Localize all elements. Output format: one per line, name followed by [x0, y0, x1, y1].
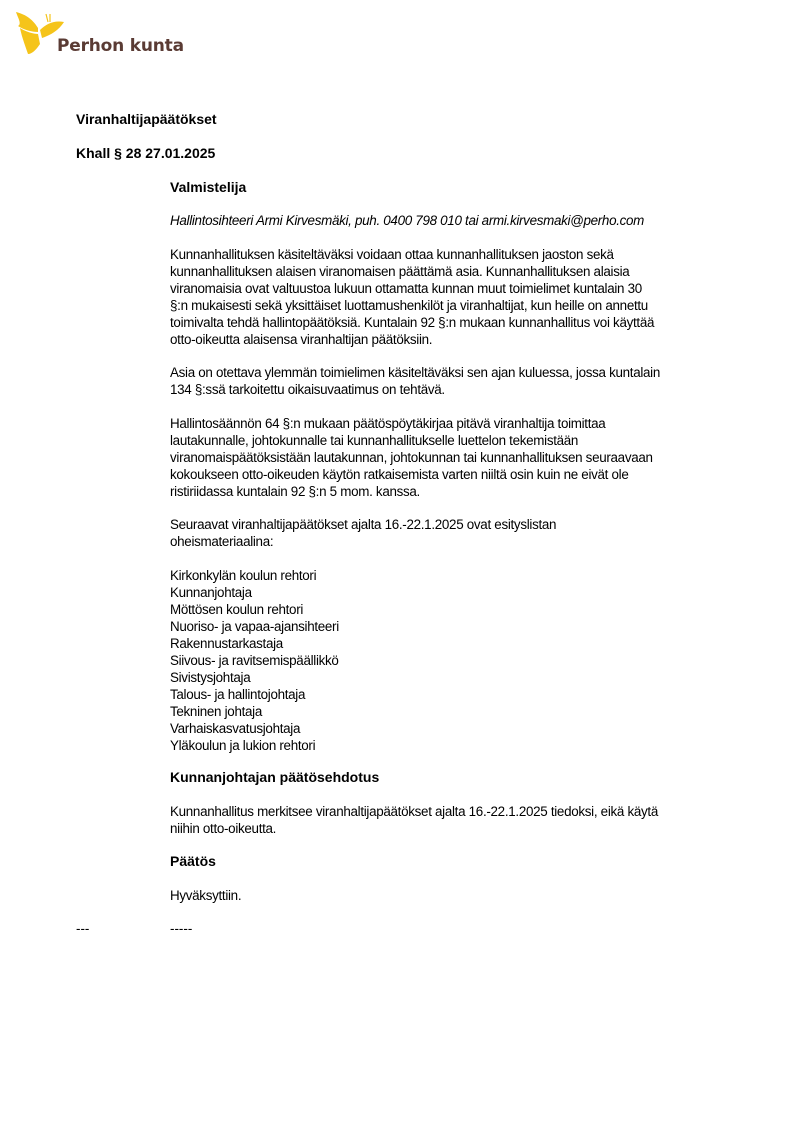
paragraph-line: §:n mukaisesti sekä yksittäiset luottamushenkilöt ja viranhaltijat, kun heille on annettu — [170, 298, 648, 313]
proposal-heading: Kunnanjohtajan päätösehdotus — [170, 769, 380, 785]
paragraph-4 — [170, 516, 740, 550]
logo-text: Perhon kunta — [57, 36, 184, 56]
paragraph-line: viranomaispäätöksistään lautakunnan, johtokunnan tai kunnanhallituksen seuraavaan — [170, 450, 653, 465]
footer-separator-right: ----- — [170, 921, 193, 936]
paragraph-line: otto-oikeutta alaisensa viranhaltijan päätöksiin. — [170, 332, 433, 347]
list-item: Kirkonkylän koulun rehtori — [170, 568, 317, 583]
list-item: Siivous- ja ravitsemispäällikkö — [170, 653, 339, 668]
paragraph-line: Kunnanhallituksen käsiteltäväksi voidaan ottaa kunnanhallituksen jaoston sekä — [170, 247, 614, 262]
municipality-logo — [14, 8, 184, 58]
paragraph-line: ristiriidassa kuntalain 92 §:n 5 mom. kanssa. — [170, 484, 420, 499]
paragraph-line: Asia on otettava ylemmän toimielimen käsiteltäväksi sen ajan kuluessa, jossa kuntalain — [170, 365, 661, 380]
section-reference: Khall § 28 27.01.2025 — [76, 145, 216, 161]
paragraph-line: toimivalta tehdä hallintopäätöksiä. Kuntalain 92 §:n mukaan kunnanhallitus voi käyttää — [170, 315, 655, 330]
paragraph-2 — [170, 364, 740, 398]
list-item: Tekninen johtaja — [170, 704, 262, 719]
paragraph-line: kokoukseen otto-oikeuden käytön ratkaisemista varten niiltä osin kuin ne eivät ole — [170, 467, 629, 482]
list-item: Möttösen koulun rehtori — [170, 602, 304, 617]
document-title: Viranhaltijapäätökset — [76, 111, 217, 127]
paragraph-line: viranomaisia ovat valtuustoa lukuun ottamatta kunnan muut toimielimet kuntalain 30 — [170, 281, 642, 296]
list-item: Kunnanjohtaja — [170, 585, 252, 600]
paragraph-line: lautakunnalle, johtokunnalle tai kunnanhallitukselle luettelon tekemistään — [170, 433, 579, 448]
footer-separator-left: --- — [76, 921, 90, 936]
list-item: Nuoriso- ja vapaa-ajansihteeri — [170, 619, 339, 634]
paragraph-line: oheismateriaalina: — [170, 534, 274, 549]
paragraph-line: Seuraavat viranhaltijapäätökset ajalta 16.-22.1.2025 ovat esityslistan — [170, 517, 557, 532]
paragraph-line: 134 §:ssä tarkoitettu oikaisuvaatimus on tehtävä. — [170, 382, 445, 397]
paragraph-line: Kunnanhallitus merkitsee viranhaltijapäätökset ajalta 16.-22.1.2025 tiedoksi, eikä käytä — [170, 804, 658, 819]
list-item: Talous- ja hallintojohtaja — [170, 687, 306, 702]
list-item: Sivistysjohtaja — [170, 670, 251, 685]
paragraph-line: kunnanhallituksen alaisen viranomaisen päättämä asia. Kunnanhallituksen alaisia — [170, 264, 630, 279]
list-item: Yläkoulun ja lukion rehtori — [170, 738, 316, 753]
paragraph-3 — [170, 415, 740, 500]
proposal-text — [170, 803, 740, 837]
paragraph-line: Hallintosäännön 64 §:n mukaan päätöspöytäkirjaa pitävä viranhaltija toimittaa — [170, 416, 606, 431]
paragraph-line: niihin otto-oikeutta. — [170, 821, 277, 836]
preparer-heading: Valmistelija — [170, 179, 247, 195]
officials-list — [170, 567, 740, 754]
preparer-contact: Hallintosihteeri Armi Kirvesmäki, puh. 0400 798 010 tai armi.kirvesmaki@perho.com — [170, 213, 645, 228]
decision-heading: Päätös — [170, 853, 216, 869]
decision-text: Hyväksyttiin. — [170, 888, 242, 903]
list-item: Varhaiskasvatusjohtaja — [170, 721, 301, 736]
paragraph-1 — [170, 246, 740, 348]
list-item: Rakennustarkastaja — [170, 636, 283, 651]
